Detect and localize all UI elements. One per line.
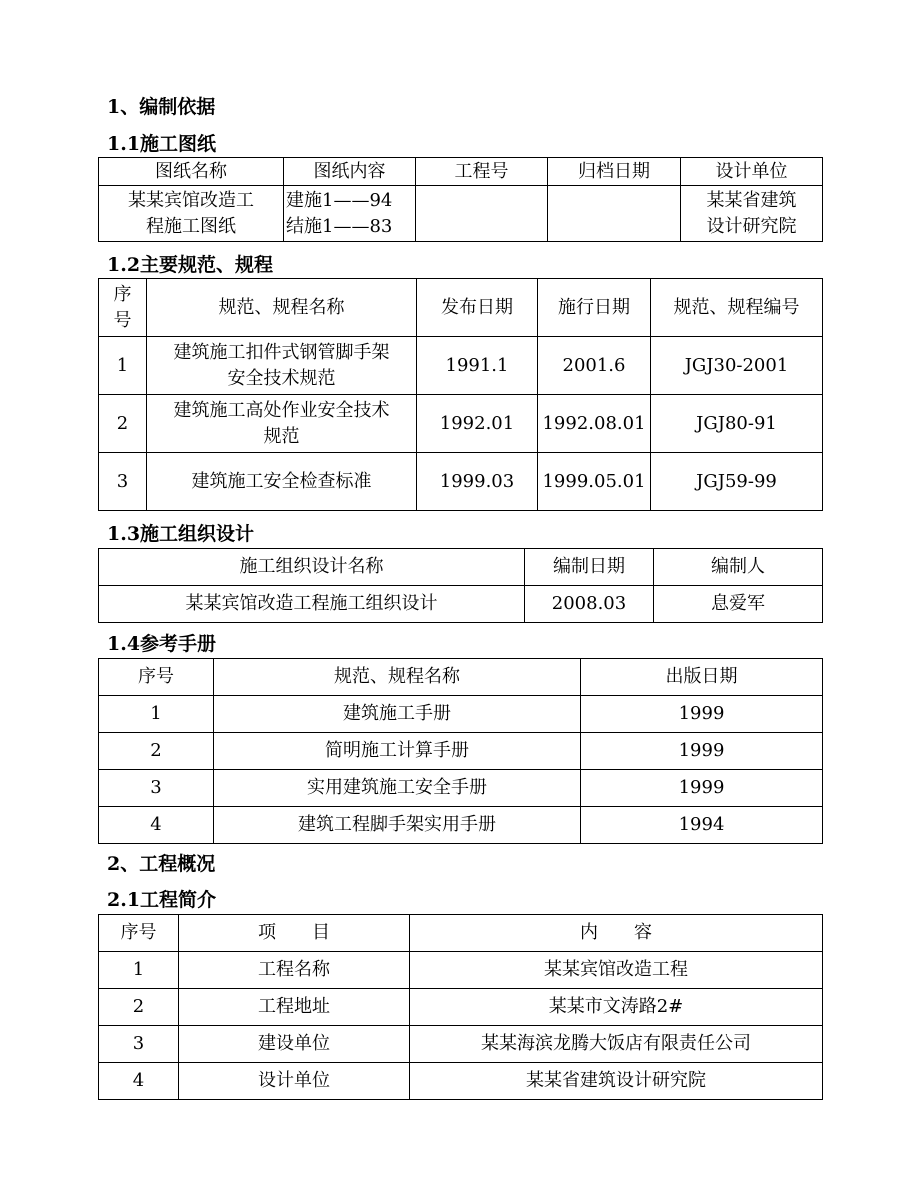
project-overview-table [98,914,823,1100]
publish-date-cell: 1994 [581,807,823,844]
row-number-cell: 3 [99,453,147,511]
header-cell: 施工组织设计名称 [99,549,525,586]
author-cell: 息爱军 [654,586,823,623]
section-2-1-heading: 2.1工程简介 [107,889,217,911]
table-header-row [99,158,823,186]
item-cell: 建设单位 [179,1026,410,1063]
header-cell: 规范、规程编号 [651,279,823,337]
table-header-row [99,659,823,696]
effective-date-cell: 1999.05.01 [538,453,651,511]
header-cell: 序号 [99,659,214,696]
table-row [99,186,823,242]
item-cell: 工程地址 [179,989,410,1026]
publish-date-cell: 1991.1 [417,337,538,395]
drawings-table [98,157,823,242]
standard-code-cell: JGJ30-2001 [651,337,823,395]
table-header-row [99,549,823,586]
section-1-4-heading: 1.4参考手册 [107,633,217,655]
row-number-cell: 2 [99,733,214,770]
row-number-cell: 3 [99,1026,179,1063]
archive-date-cell [548,186,681,242]
publish-date-cell: 1999 [581,696,823,733]
drawing-content-cell: 建施1——94 结施1——83 [284,186,416,242]
section-2-heading: 2、工程概况 [107,853,216,875]
table-row [99,586,823,623]
content-cell: 某某市文涛路2# [410,989,823,1026]
table-row [99,395,823,453]
standard-name-cell: 建筑施工高处作业安全技术 规范 [147,395,417,453]
row-number-cell: 1 [99,337,147,395]
project-number-cell [416,186,548,242]
table-row [99,770,823,807]
manual-name-cell: 简明施工计算手册 [214,733,581,770]
publish-date-cell: 1999 [581,770,823,807]
section-1-2-heading: 1.2主要规范、规程 [107,254,274,276]
publish-date-cell: 1999 [581,733,823,770]
item-cell: 工程名称 [179,952,410,989]
table-header-row [99,279,823,337]
table-row [99,1026,823,1063]
standard-code-cell: JGJ80-91 [651,395,823,453]
effective-date-cell: 1992.08.01 [538,395,651,453]
standards-table [98,278,823,511]
header-cell: 施行日期 [538,279,651,337]
manual-name-cell: 建筑施工手册 [214,696,581,733]
header-cell: 归档日期 [548,158,681,186]
publish-date-cell: 1992.01 [417,395,538,453]
header-cell: 规范、规程名称 [147,279,417,337]
standard-name-cell: 建筑施工安全检查标准 [147,453,417,511]
header-cell: 发布日期 [417,279,538,337]
content-cell: 某某省建筑设计研究院 [410,1063,823,1100]
construction-design-table [98,548,823,623]
publish-date-cell: 1999.03 [417,453,538,511]
manual-name-cell: 实用建筑施工安全手册 [214,770,581,807]
header-cell: 出版日期 [581,659,823,696]
row-number-cell: 1 [99,952,179,989]
header-cell: 编制日期 [525,549,654,586]
table-row [99,733,823,770]
header-cell: 设计单位 [681,158,823,186]
standard-code-cell: JGJ59-99 [651,453,823,511]
row-number-cell: 3 [99,770,214,807]
row-number-cell: 4 [99,807,214,844]
table-row [99,696,823,733]
design-unit-cell: 某某省建筑 设计研究院 [681,186,823,242]
table-row [99,952,823,989]
effective-date-cell: 2001.6 [538,337,651,395]
table-row [99,807,823,844]
row-number-cell: 1 [99,696,214,733]
table-row [99,1063,823,1100]
design-name-cell: 某某宾馆改造工程施工组织设计 [99,586,525,623]
table-header-row [99,915,823,952]
header-cell: 规范、规程名称 [214,659,581,696]
header-cell: 工程号 [416,158,548,186]
header-cell: 项 目 [179,915,410,952]
header-cell: 序号 [99,915,179,952]
section-1-3-heading: 1.3施工组织设计 [107,523,255,545]
row-number-cell: 2 [99,395,147,453]
content-cell: 某某宾馆改造工程 [410,952,823,989]
table-row [99,453,823,511]
standard-name-cell: 建筑施工扣件式钢管脚手架 安全技术规范 [147,337,417,395]
compile-date-cell: 2008.03 [525,586,654,623]
section-1-heading: 1、编制依据 [107,96,216,118]
row-number-cell: 4 [99,1063,179,1100]
header-cell: 图纸名称 [99,158,284,186]
content-cell: 某某海滨龙腾大饭店有限责任公司 [410,1026,823,1063]
manual-name-cell: 建筑工程脚手架实用手册 [214,807,581,844]
header-cell: 序 号 [99,279,147,337]
header-cell: 内 容 [410,915,823,952]
drawing-name-cell: 某某宾馆改造工 程施工图纸 [99,186,284,242]
reference-manuals-table [98,658,823,844]
header-cell: 编制人 [654,549,823,586]
row-number-cell: 2 [99,989,179,1026]
table-row [99,337,823,395]
item-cell: 设计单位 [179,1063,410,1100]
table-row [99,989,823,1026]
header-cell: 图纸内容 [284,158,416,186]
section-1-1-heading: 1.1施工图纸 [107,133,217,155]
